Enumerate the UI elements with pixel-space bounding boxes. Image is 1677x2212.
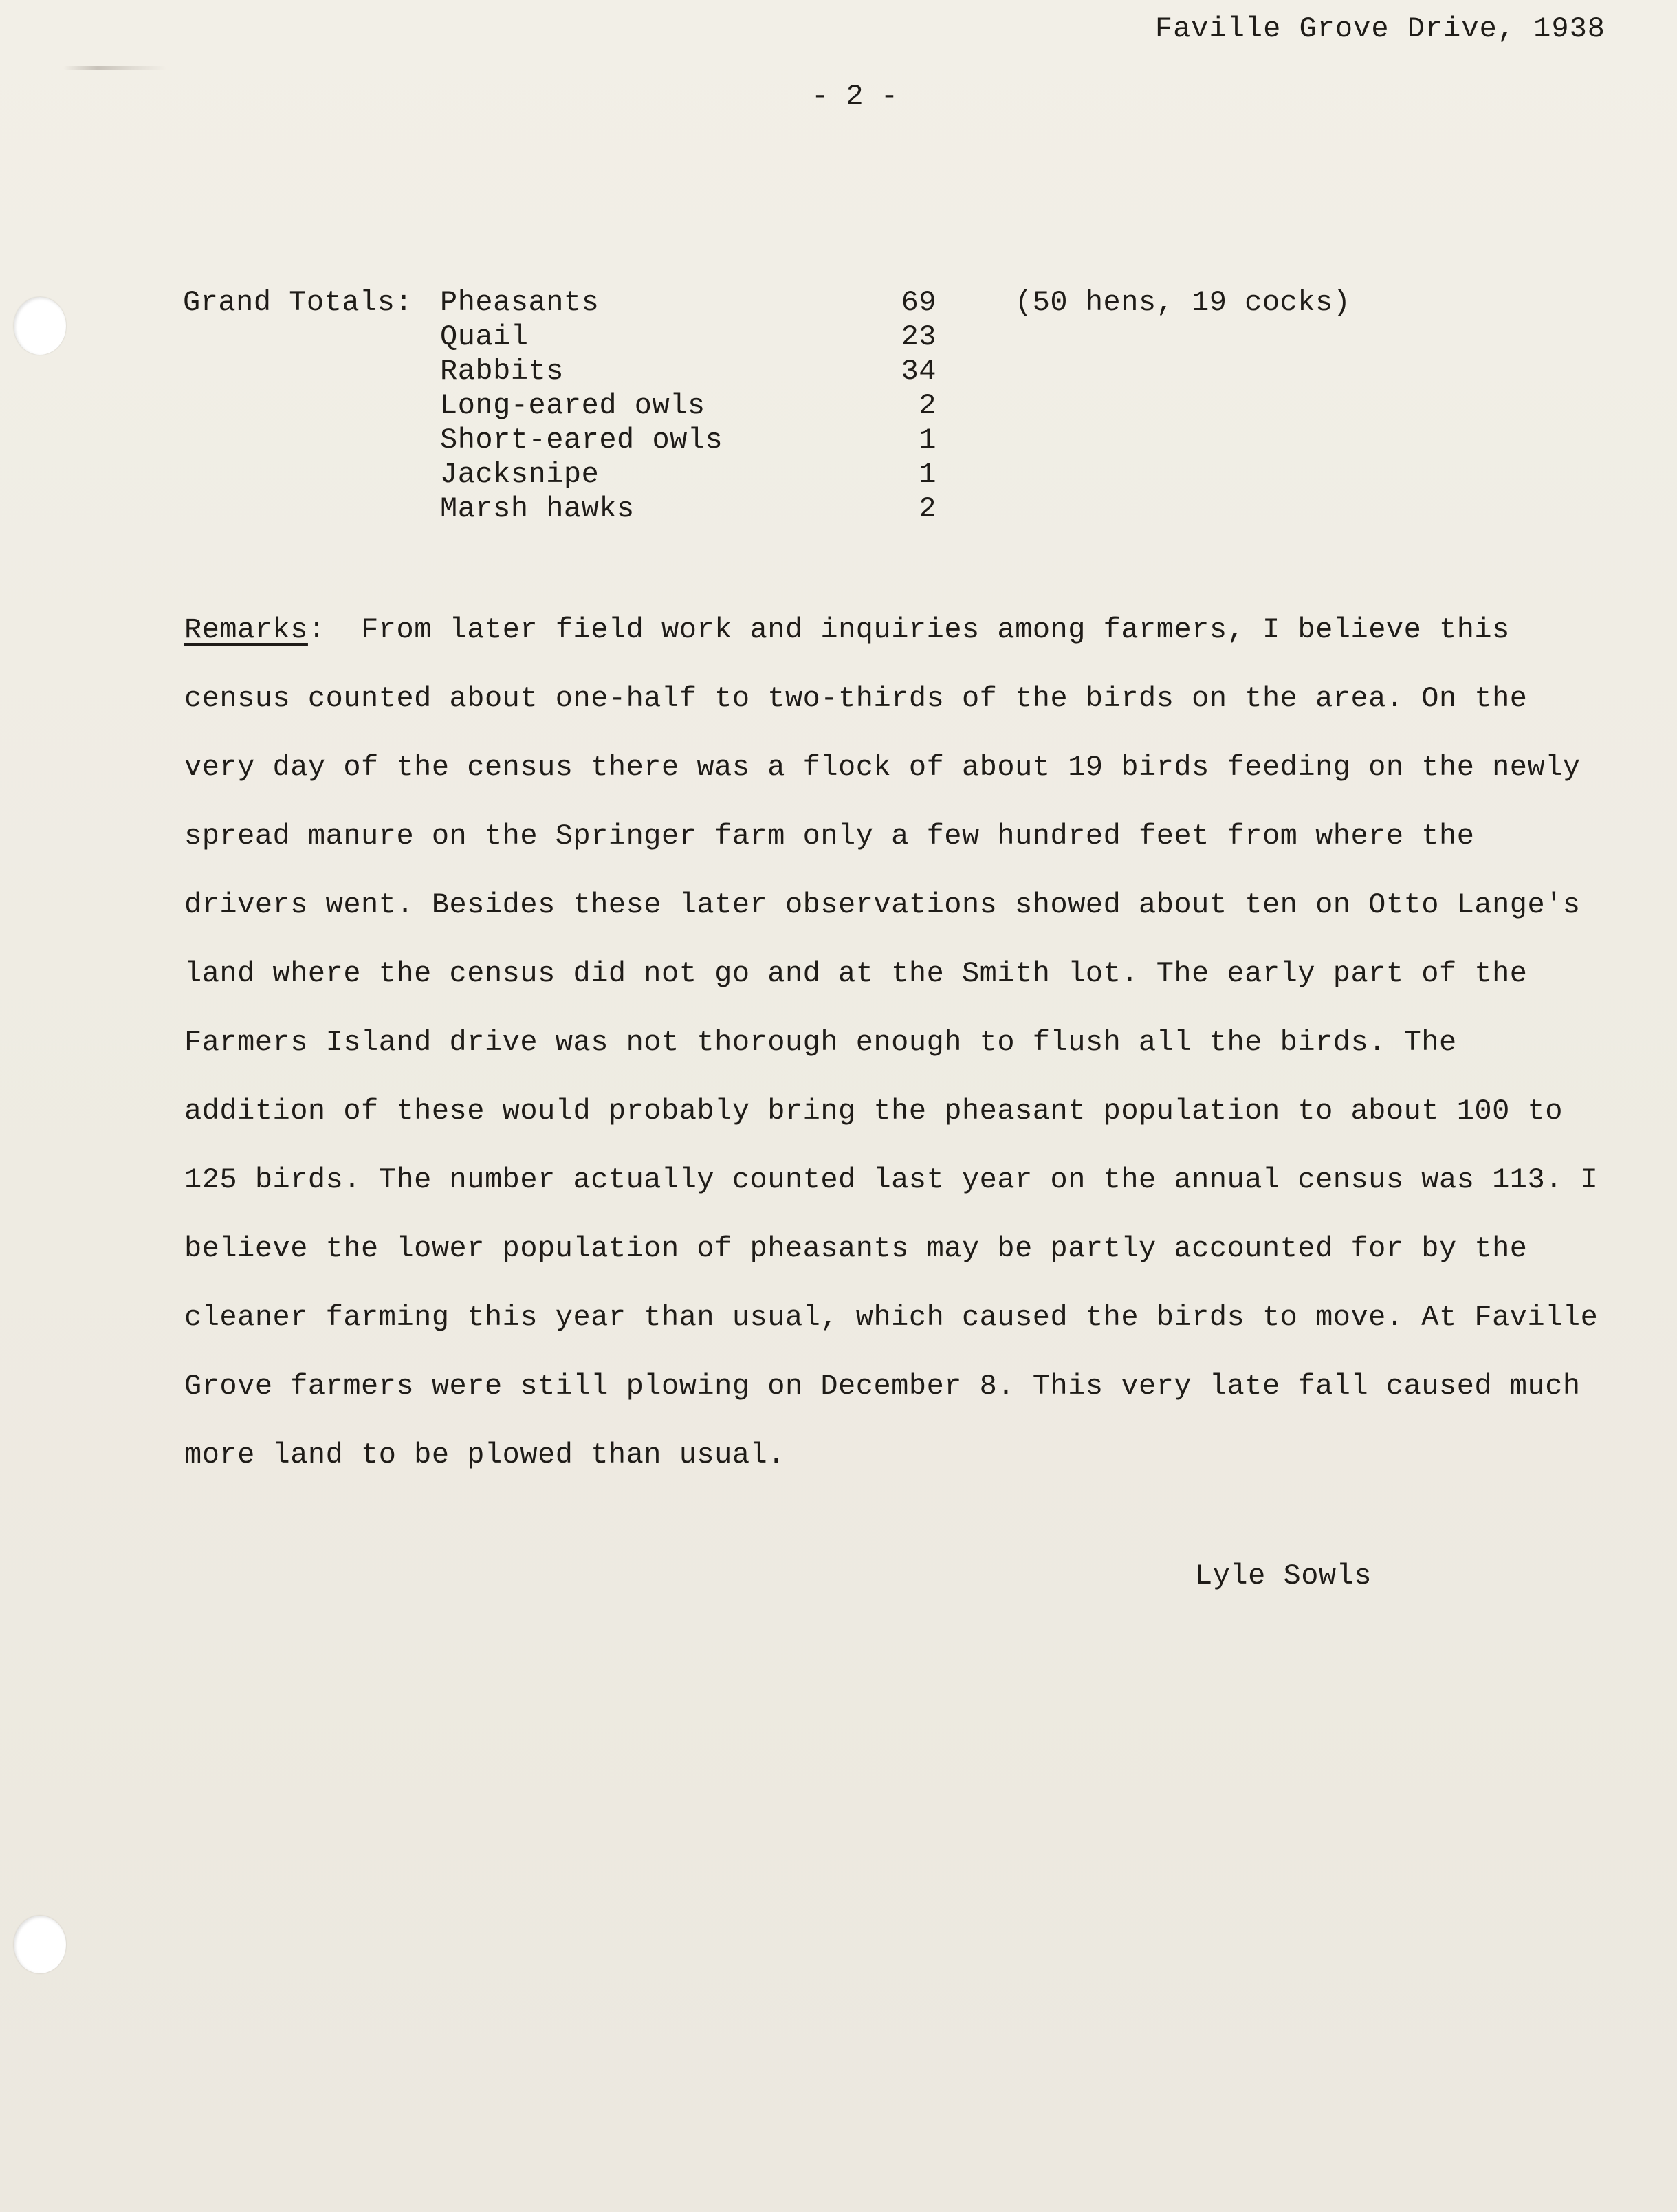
species-name: Jacksnipe	[440, 458, 600, 491]
species-note: (50 hens, 19 cocks)	[1015, 286, 1351, 319]
remarks-colon: :	[307, 613, 326, 646]
species-count: 2	[919, 492, 936, 525]
totals-row	[440, 492, 1540, 527]
remarks-paragraph	[184, 595, 1614, 1489]
totals-row	[440, 286, 1540, 320]
punch-hole-top	[14, 297, 66, 355]
document-title: Faville Grove Drive, 1938	[1154, 12, 1605, 45]
grand-totals-label: Grand Totals:	[183, 286, 413, 319]
totals-row	[440, 389, 1540, 424]
species-name: Marsh hawks	[440, 492, 635, 525]
punch-hole-bottom	[14, 1916, 66, 1973]
pencil-mark	[63, 66, 166, 70]
totals-row	[440, 424, 1540, 458]
species-name: Pheasants	[440, 286, 600, 319]
species-count: 1	[919, 458, 936, 491]
species-name: Quail	[440, 320, 529, 353]
species-count: 23	[901, 320, 936, 353]
species-name: Short-eared owls	[440, 424, 723, 457]
totals-row	[440, 320, 1540, 355]
remarks-body: From later field work and inquiries among farmers, I believe this census counted about one-half to two-thirds of the birds on the area. On the very day of the census there was a flock of about 19 birds feeding on the newly spread manure on the Springer farm only a few hundred feet from where the drivers went. Besides these later observations showed about ten on Otto Lange's land where the census did not go and at the Smith lot. The early part of the Farmers Island drive was not thorough enough to flush all the birds. The addition of these would probably bring the pheasant population to about 100 to 125 birds. The number actually counted last year on the annual census was 113. I believe the lower population of pheasants may be partly accounted for by the cleaner farming this year than usual, which caused the birds to move. At Faville Grove farmers were still plowing on December 8. This very late fall caused much more land to be plowed than usual.	[184, 613, 1599, 1471]
totals-row	[440, 355, 1540, 389]
species-count: 69	[901, 286, 936, 319]
species-name: Long-eared owls	[440, 389, 705, 422]
species-count: 2	[919, 389, 936, 422]
species-name: Rabbits	[440, 355, 564, 388]
page-number: - 2 -	[811, 80, 899, 113]
species-count: 1	[919, 424, 936, 457]
remarks-heading: Remarks	[184, 613, 308, 646]
species-count: 34	[901, 355, 936, 388]
signature: Lyle Sowls	[1195, 1559, 1372, 1592]
totals-list	[440, 286, 1540, 527]
totals-row	[440, 458, 1540, 492]
